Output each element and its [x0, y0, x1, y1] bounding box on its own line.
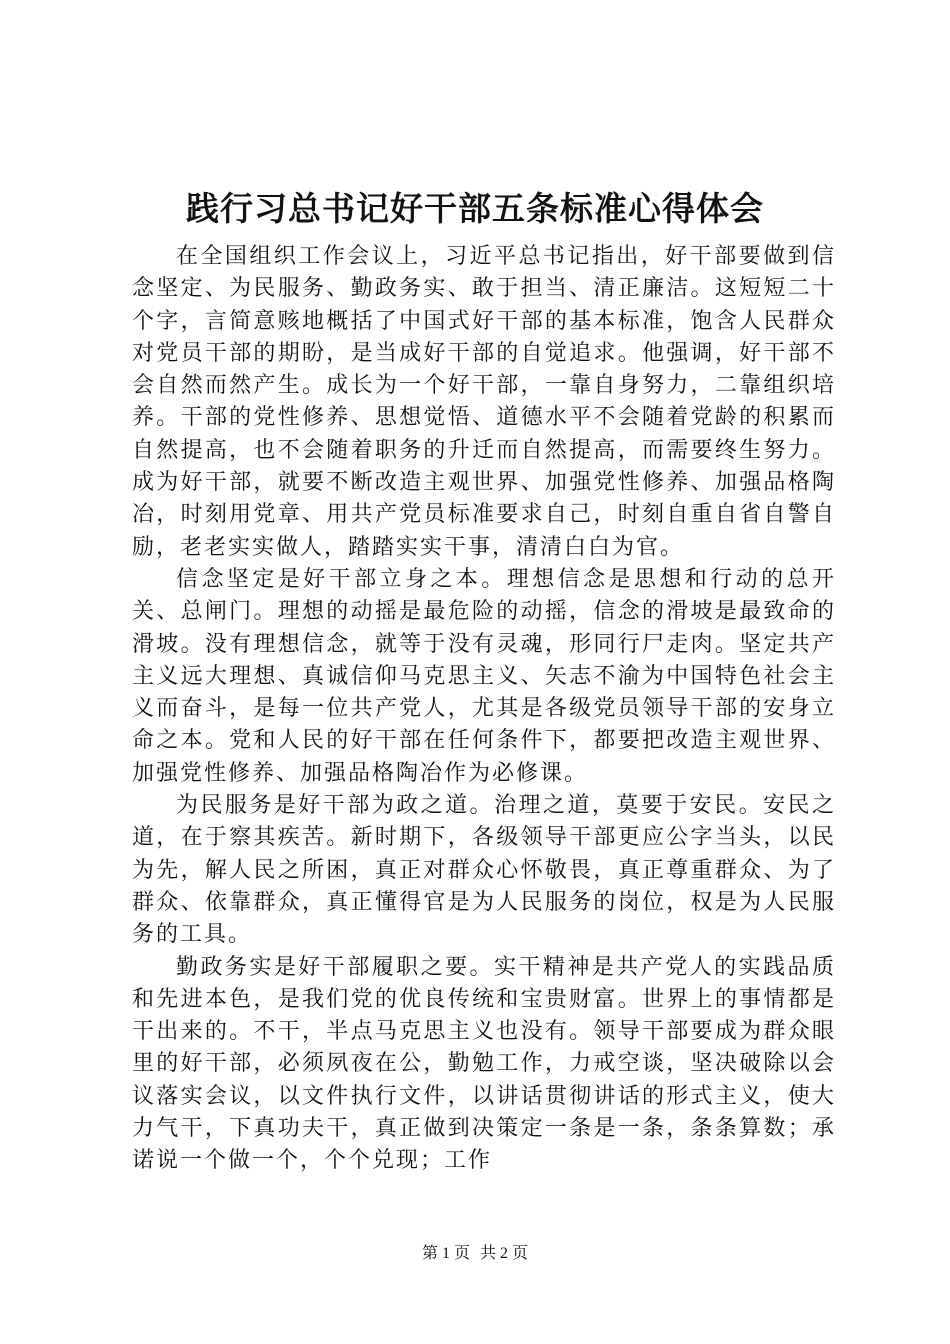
- document-body: [132, 241, 836, 1178]
- page-number: 第 1 页: [421, 1245, 470, 1262]
- paragraph-diligent-work: 勤政务实是好干部履职之要。实干精神是共产党人的实践品质和先进本色，是我们党的优良传统和宝贵财富。世界上的事情都是干出来的。不干，半点马克思主义也没有。领导干部要成为群众眼里的好干部，必须夙夜在公，勤勉工作，力戒空谈，坚决破除以会议落实会议，以文件执行文件，以讲话贯彻讲话的形式主义，使大力气干，下真功夫干，真正做到决策定一条是一条，条条算数；承诺说一个做一个，个个兑现；工作: [132, 954, 836, 1174]
- page-footer: [0, 1243, 950, 1265]
- paragraph-intro: 在全国组织工作会议上，习近平总书记指出，好干部要做到信念坚定、为民服务、勤政务实、敢于担当、清正廉洁。这短短二十个字，言简意赅地概括了中国式好干部的基本标准，饱含人民群众对党员干部的期盼，是当成好干部的自觉追求。他强调，好干部不会自然而然产生。成长为一个好干部，一靠自身努力，二靠组织培养。干部的党性修养、思想觉悟、道德水平不会随着党龄的积累而自然提高，也不会随着职务的升迁而自然提高，而需要终生努力。成为好干部，就要不断改造主观世界、加强党性修养、加强品格陶冶，时刻用党章、用共产党员标准要求自己，时刻自重自省自警自励，老老实实做人，踏踏实实干事，清清白白为官。: [132, 244, 836, 560]
- document-title: 践行习总书记好干部五条标准心得体会: [186, 189, 764, 228]
- paragraph-firm-belief: 信念坚定是好干部立身之本。理想信念是思想和行动的总开关、总闸门。理想的动摇是最危险的动摇，信念的滑坡是最致命的滑坡。没有理想信念，就等于没有灵魂，形同行尸走肉。坚定共产主义远大理想、真诚信仰马克思主义、矢志不渝为中国特色社会主义而奋斗，是每一位共产党人，尤其是各级党员领导干部的安身立命之本。党和人民的好干部在任何条件下，都要把改造主观世界、加强党性修养、加强品格陶冶作为必修课。: [132, 566, 836, 786]
- page-total: 共 2 页: [480, 1245, 529, 1262]
- paragraph-serve-people: 为民服务是好干部为政之道。治理之道，莫要于安民。安民之道，在于察其疾苦。新时期下，各级领导干部更应公字当头，以民为先，解人民之所困，真正对群众心怀敬畏，真正尊重群众、为了群众、依靠群众，真正懂得官是为人民服务的岗位，权是为人民服务的工具。: [132, 793, 836, 948]
